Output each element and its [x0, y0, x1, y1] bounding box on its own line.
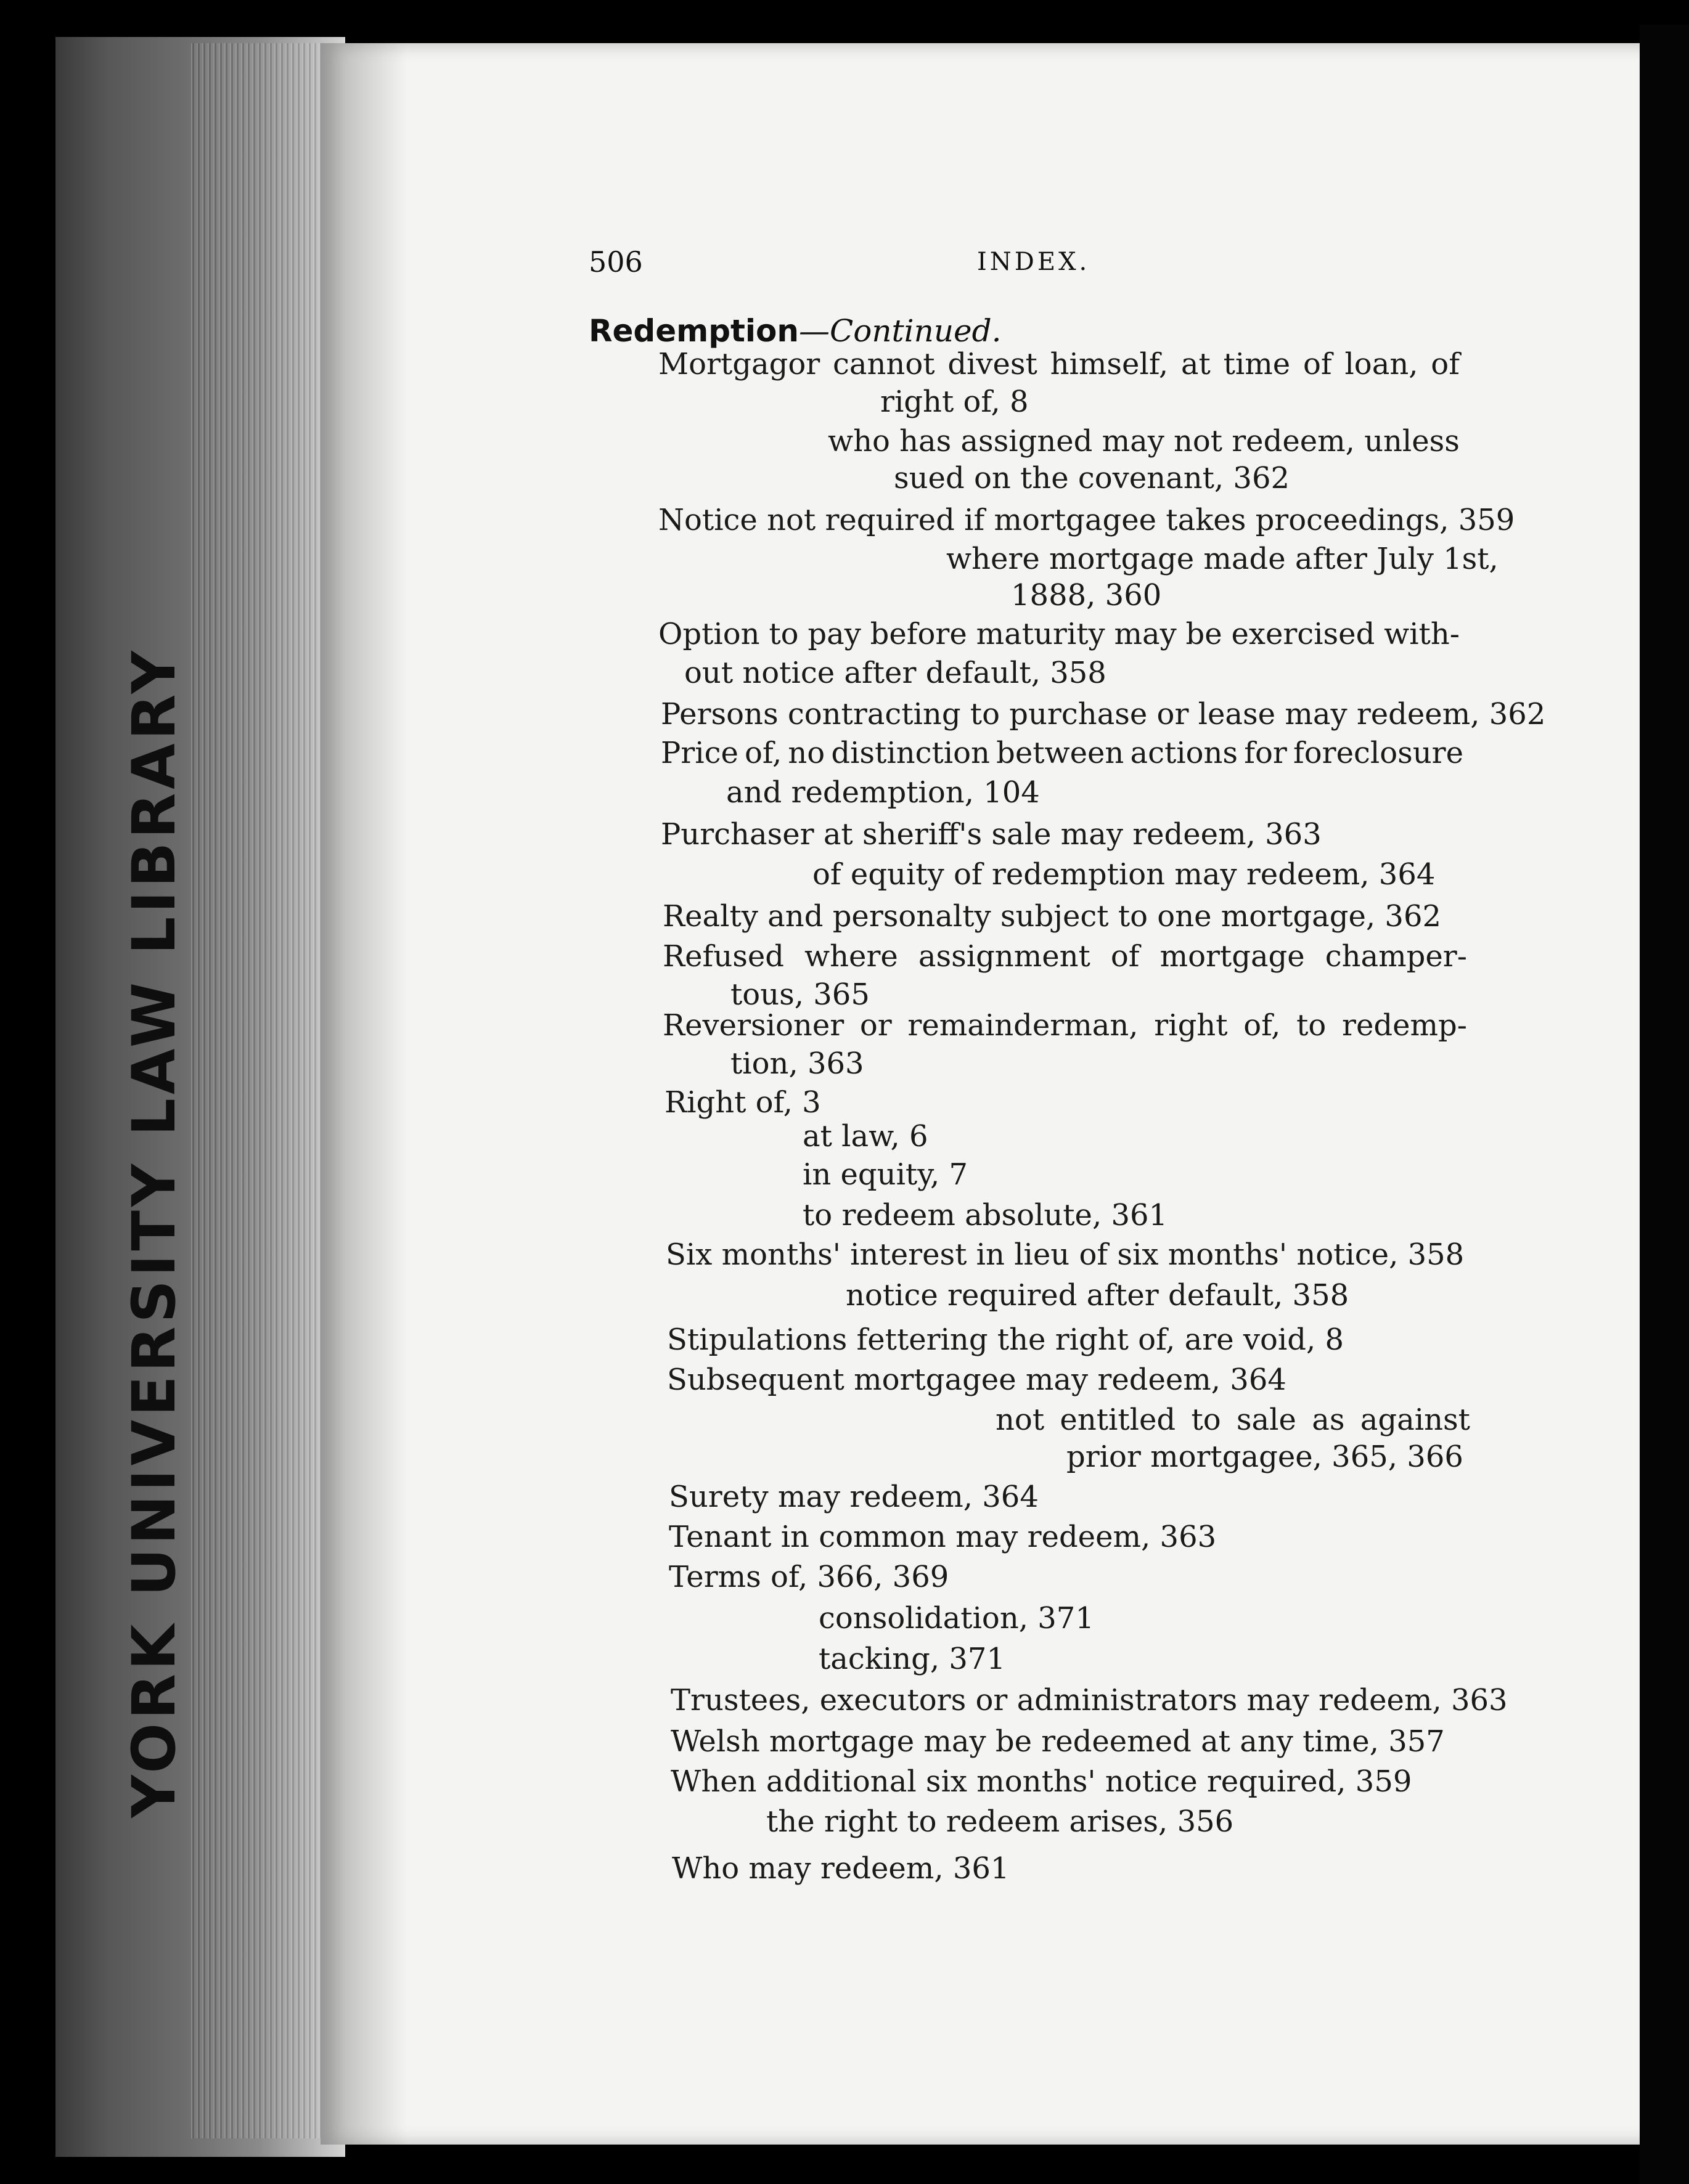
index-entry: to redeem absolute, 361	[803, 1198, 1168, 1233]
index-entry: Tenant in common may redeem, 363	[669, 1520, 1217, 1554]
index-entry: tion, 363	[730, 1046, 864, 1081]
index-entry: Terms of, 366, 369	[669, 1560, 949, 1594]
index-entry: right of, 8	[880, 385, 1029, 419]
index-heading	[589, 313, 1002, 349]
index-entry: Purchaser at sheriff's sale may redeem, 363	[661, 817, 1322, 852]
index-entry: out notice after default, 358	[684, 656, 1106, 690]
index-entry: of equity of redemption may redeem, 364	[812, 857, 1436, 892]
index-entry: and redemption, 104	[726, 775, 1040, 810]
index-entry: prior mortgagee, 365, 366	[1066, 1440, 1463, 1474]
heading-term: Redemption	[589, 313, 799, 349]
index-entry: Realty and personalty subject to one mortgage, 362	[663, 899, 1442, 934]
index-entry: Subsequent mortgagee may redeem, 364	[667, 1363, 1286, 1397]
index-entry: notice required after default, 358	[846, 1278, 1349, 1313]
index-entry: Persons contracting to purchase or lease may redeem, 362	[661, 697, 1546, 731]
index-entry: Trustees, executors or administrators may redeem, 363	[671, 1683, 1508, 1717]
index-entry: the right to redeem arises, 356	[766, 1804, 1234, 1839]
heading-continued: —Continued.	[799, 313, 1002, 349]
index-entry: 1888, 360	[1011, 578, 1162, 613]
index-entry: Price of, no distinction between actions for foreclosure	[661, 736, 1463, 770]
index-entry: who has assigned may not redeem, unless	[828, 424, 1460, 458]
index-entry: Refused where assignment of mortgage champer-	[663, 939, 1467, 974]
index-entry: at law, 6	[803, 1119, 928, 1154]
index-entry: Welsh mortgage may be redeemed at any time, 357	[671, 1724, 1445, 1759]
right-page-edge	[1640, 25, 1689, 2184]
index-entry: Reversioner or remainderman, right of, to redemp-	[663, 1008, 1467, 1043]
index-entry: Six months' interest in lieu of six months' notice, 358	[666, 1237, 1465, 1272]
running-head: INDEX.	[977, 248, 1090, 276]
index-entry: Mortgagor cannot divest himself, at time of loan, of	[658, 347, 1460, 381]
index-entry: not entitled to sale as against	[996, 1403, 1470, 1437]
index-entry: Right of, 3	[665, 1085, 821, 1120]
index-entry: tacking, 371	[819, 1642, 1005, 1676]
index-entry: tous, 365	[730, 977, 870, 1012]
index-entry: Surety may redeem, 364	[669, 1480, 1039, 1514]
page-number: 506	[589, 245, 643, 279]
index-entry: consolidation, 371	[819, 1601, 1094, 1636]
index-entry: where mortgage made after July 1st,	[946, 542, 1499, 576]
index-entry: sued on the covenant, 362	[894, 461, 1290, 495]
index-entry: When additional six months' notice required, 359	[671, 1764, 1412, 1799]
gutter-shadow	[321, 43, 407, 2145]
index-entry: Notice not required if mortgagee takes proceedings, 359	[658, 503, 1515, 537]
index-entry: Option to pay before maturity may be exercised with-	[658, 617, 1460, 651]
index-entry: Stipulations fettering the right of, are void, 8	[667, 1322, 1344, 1357]
index-entry: Who may redeem, 361	[672, 1851, 1010, 1886]
spine-library-stamp: YORK UNIVERSITY LAW LIBRARY	[120, 647, 189, 1818]
index-entry: in equity, 7	[803, 1157, 968, 1192]
